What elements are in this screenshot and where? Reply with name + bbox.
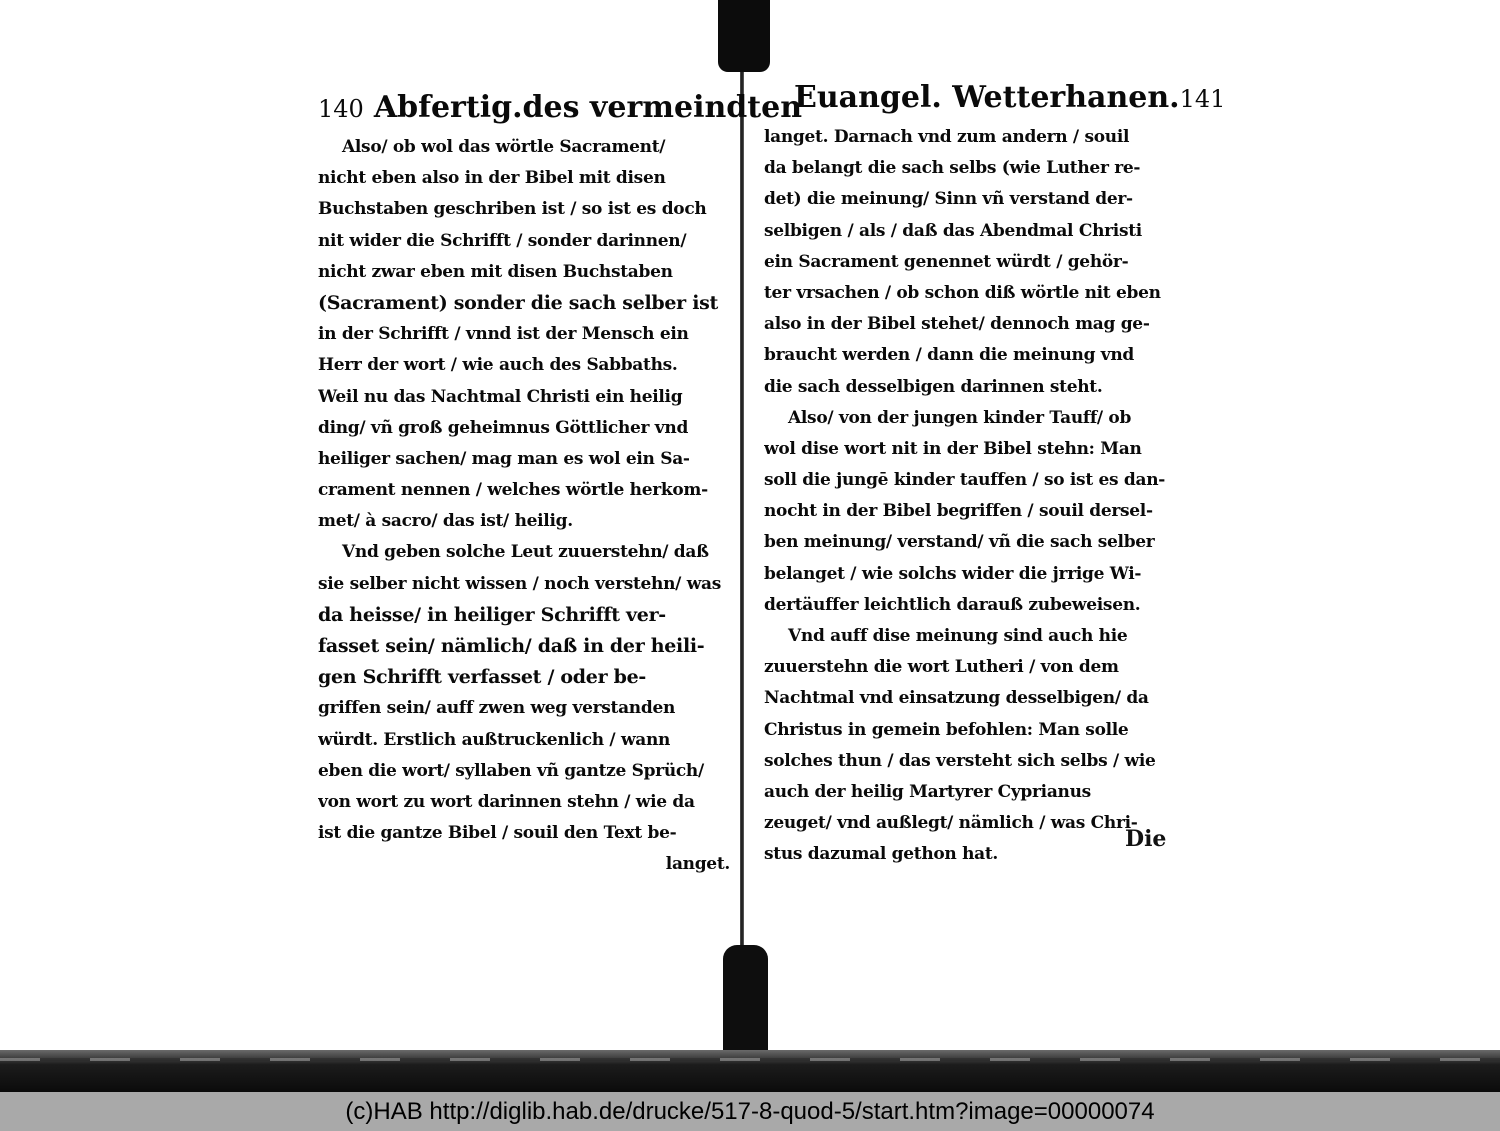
text-line: met/ à sacro/ das ist/ heilig. [318,511,573,532]
right-running-title: Euangel. Wetterhanen. [794,80,1180,115]
right-page-number: 141 [1179,85,1226,113]
text-line: nocht in der Bibel begriffen / souil dersel- [764,501,1153,522]
text-line: da heisse/ in heiliger Schrifft ver- [318,603,666,626]
text-line: da belangt die sach selbs (wie Luther re- [764,158,1141,179]
text-line: (Sacrament) sonder die sach selber ist [318,291,718,314]
text-line: ben meinung/ verstand/ vñ die sach selber [764,532,1155,553]
text-line: Also/ ob wol das wörtle Sacrament/ [342,137,666,157]
text-line: zuuerstehn die wort Lutheri / von dem [764,657,1119,678]
left-page-number: 140 [318,95,364,123]
text-line: nicht zwar eben mit disen Buchstaben [318,261,673,282]
bottom-page-clip [723,945,768,1050]
text-line: Vnd geben solche Leut zuuerstehn/ daß [342,542,709,563]
text-line: belanget / wie solchs wider die jrrige Wi- [764,563,1142,584]
text-line: zeuget/ vnd außlegt/ nämlich / was Chri- [764,813,1138,834]
text-line: nicht eben also in der Bibel mit disen [318,168,666,189]
text-line: also in der Bibel stehet/ dennoch mag ge- [764,314,1150,335]
text-line: solches thun / das versteht sich selbs / wie [764,750,1156,771]
text-line: wol dise wort nit in der Bibel stehn: Man [764,438,1142,459]
text-line: Vnd auff dise meinung sind auch hie [788,626,1128,646]
left-page-header [318,88,803,132]
text-line: in der Schrifft / vnnd ist der Mensch ein [318,324,689,345]
text-line: ding/ vñ groß geheimnus Göttlicher vnd [318,417,689,438]
text-line: dertäuffer leichtlich darauß zubeweisen. [764,594,1141,615]
text-line: Nachtmal vnd einsatzung desselbigen/ da [764,688,1149,709]
text-line: braucht werden / dann die meinung vnd [764,345,1135,366]
copyright-footer [0,1092,1500,1131]
text-line: heiliger sachen/ mag man es wol ein Sa- [318,448,690,469]
text-line: Buchstaben geschriben ist / so ist es doch [318,199,707,220]
text-line: auch der heilig Martyrer Cyprianus [764,781,1091,802]
text-line: Weil nu das Nachtmal Christi ein heilig [318,386,683,407]
copyright-url-text: (c)HAB http://diglib.hab.de/drucke/517-8-quod-5/start.htm?image=00000074 [345,1097,1155,1125]
text-line: eben die wort/ syllaben vñ gantze Sprüch/ [318,760,704,781]
text-line: langet. [665,854,730,875]
text-line: langet. Darnach vnd zum andern / souil [764,127,1130,147]
text-line: ist die gantze Bibel / souil den Text be- [318,823,677,844]
text-line: Christus in gemein befohlen: Man solle [764,719,1129,740]
text-line: von wort zu wort darinnen stehn / wie da [318,791,695,812]
text-line: nit wider die Schrifft / sonder darinnen/ [318,230,687,251]
scan-bottom-edge [0,1050,1500,1092]
text-line: die sach desselbigen darinnen steht. [764,376,1103,397]
text-line: fasset sein/ nämlich/ daß in der heili- [318,635,705,657]
top-page-clip [718,0,770,72]
left-running-title: Abfertig.des vermeindten [373,90,803,125]
right-page [764,78,1226,871]
text-line: ter vrsachen / ob schon diß wörtle nit eben [764,282,1161,303]
text-line: det) die meinung/ Sinn vñ verstand der- [764,189,1133,210]
text-line: Also/ von der jungen kinder Tauff/ ob [788,407,1132,428]
catchword: Die [1125,826,1167,852]
text-line: würdt. Erstlich außtruckenlich / wann [318,729,671,750]
text-line: gen Schrifft verfasset / oder be- [318,666,646,689]
left-page [318,88,803,881]
text-line: selbigen / als / daß das Abendmal Christi [764,220,1142,241]
text-line: crament nennen / welches wörtle herkom- [318,480,708,501]
right-page-text [764,122,1178,871]
text-line: ein Sacrament genennet würdt / gehör- [764,251,1129,272]
text-line: sie selber nicht wissen / noch verstehn/ was [318,573,722,594]
text-line: Herr der wort / wie auch des Sabbaths. [318,355,678,376]
left-page-text [318,132,730,881]
text-line: stus dazumal gethon hat. [764,844,999,865]
text-line: soll die jungē kinder tauffen / so ist es dan- [764,470,1166,491]
text-line: griffen sein/ auff zwen weg verstanden [318,698,676,719]
book-gutter [740,0,744,1050]
right-page-header [764,78,1226,122]
